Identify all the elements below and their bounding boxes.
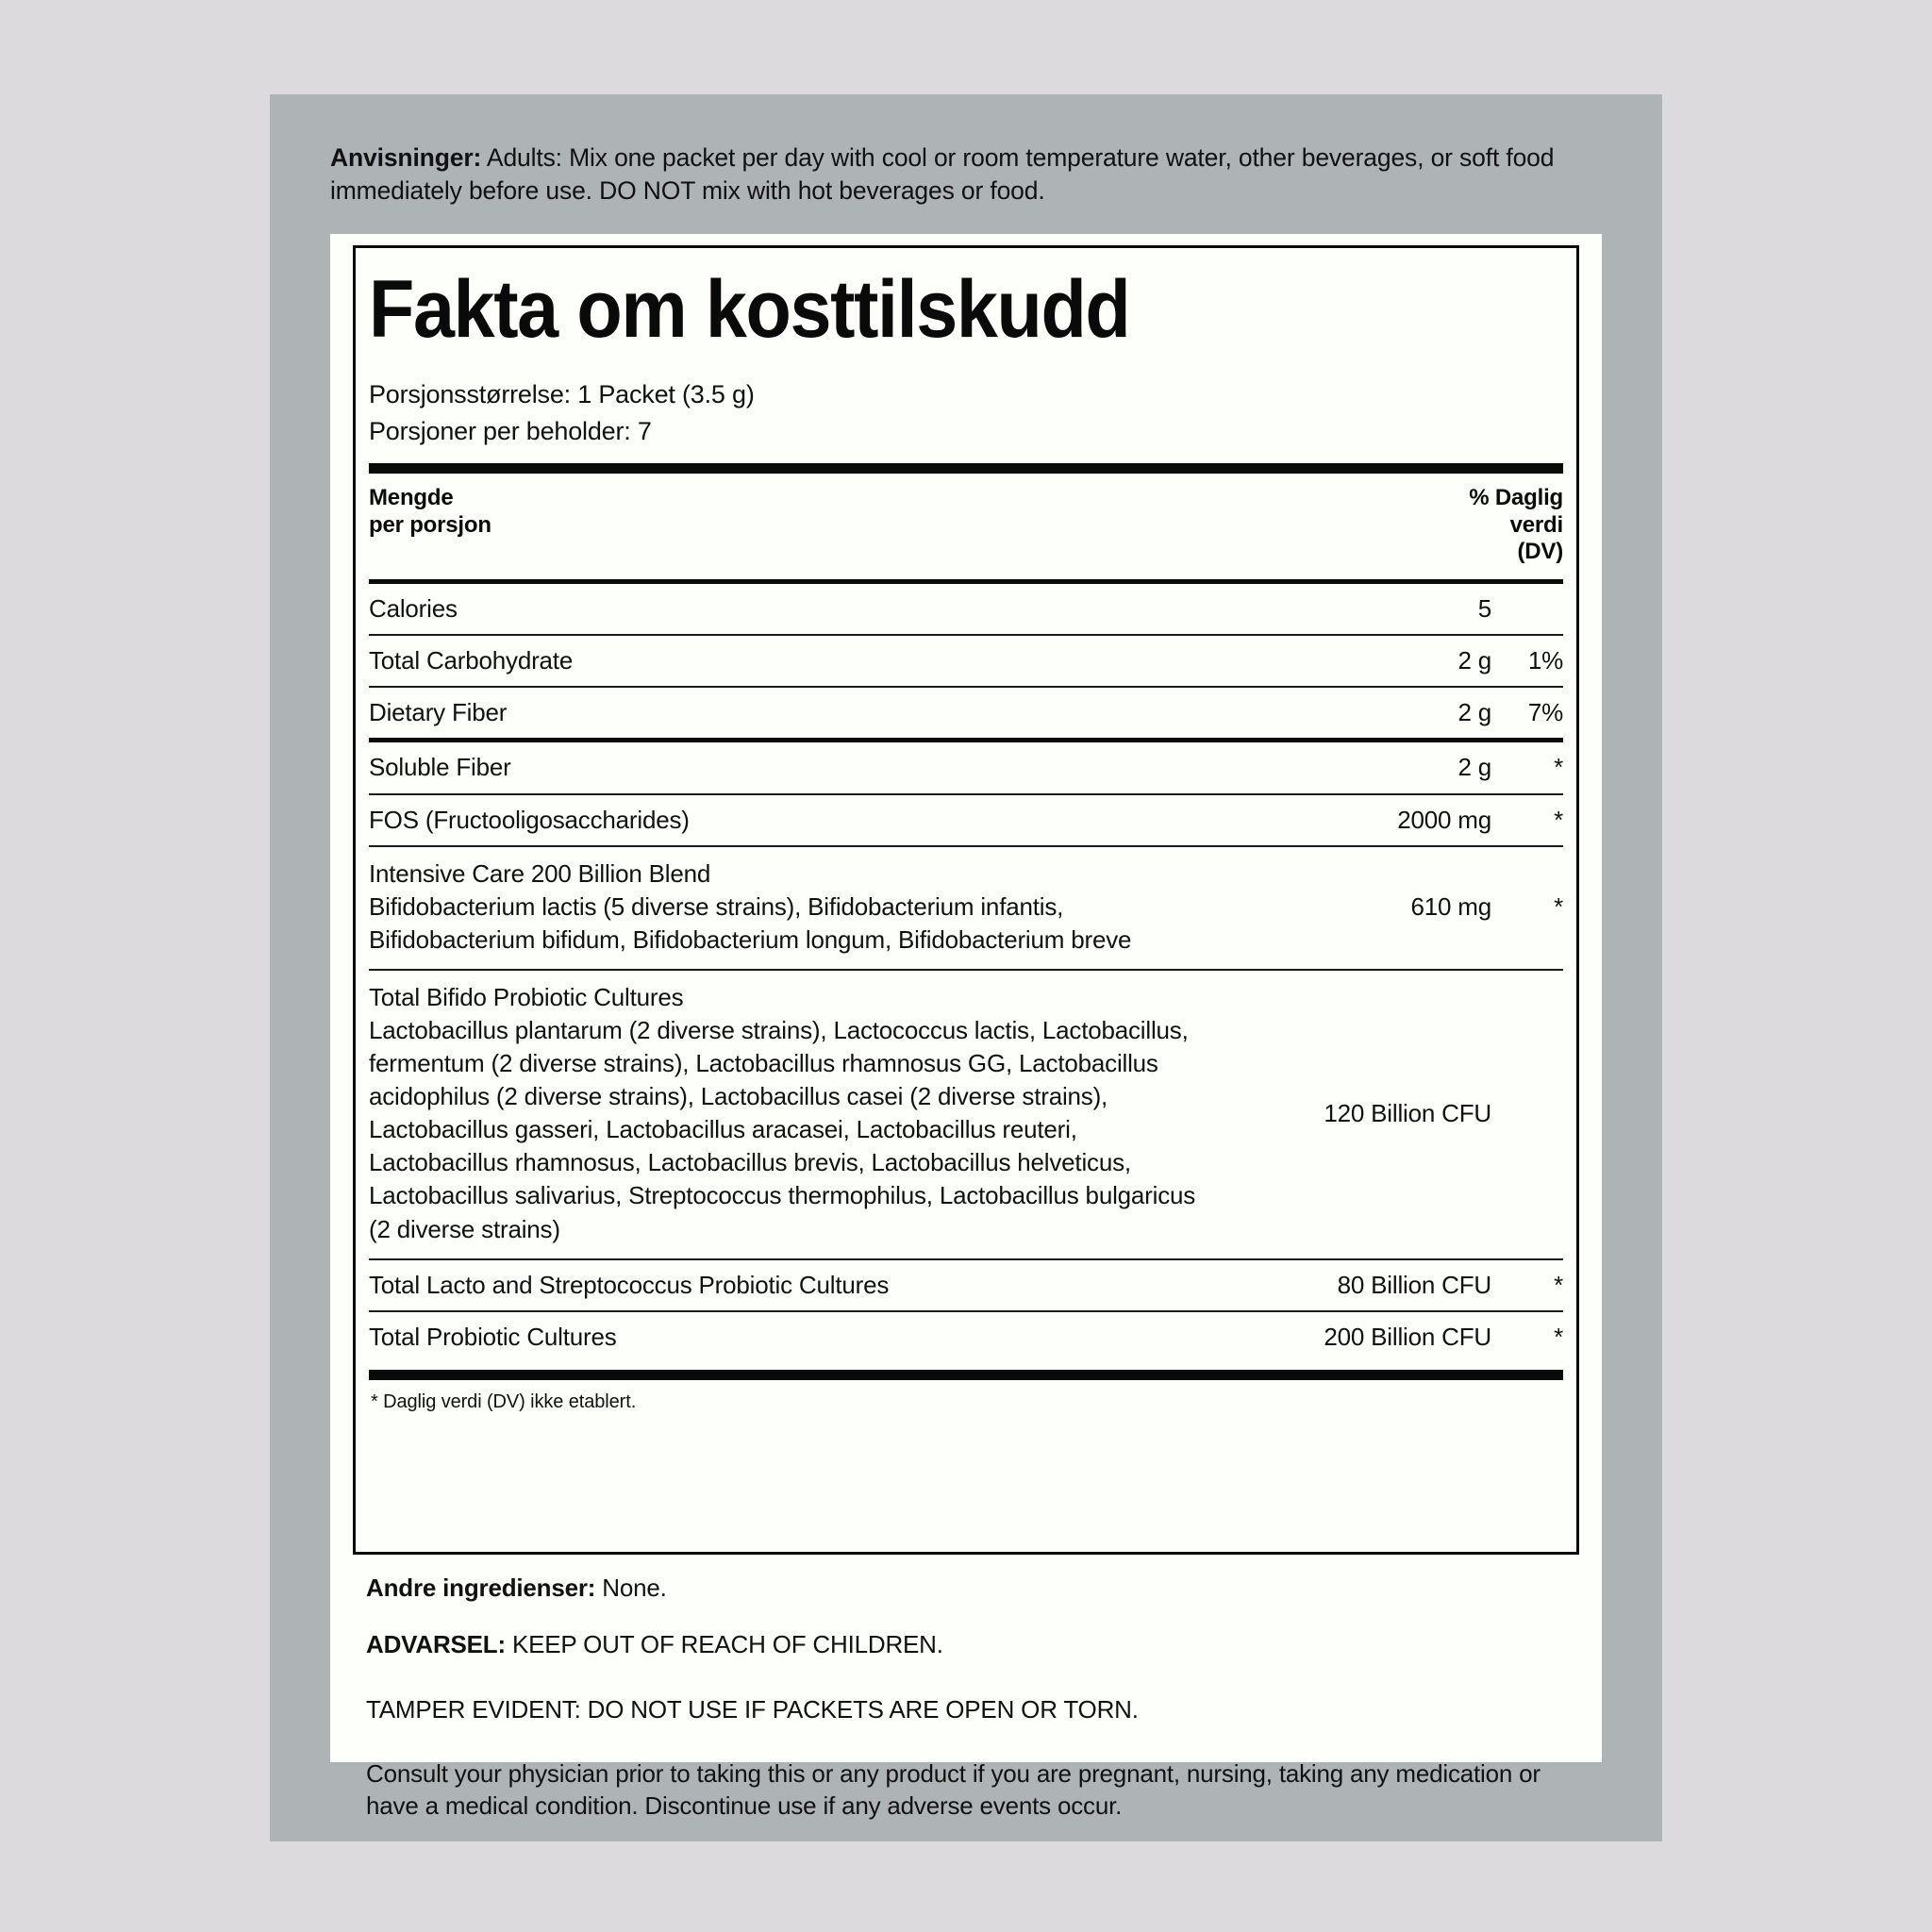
amount-header-line2: per porsjon: [369, 511, 491, 538]
bifido-line-7: (2 diverse strains): [369, 1214, 560, 1243]
blend-title: Intensive Care 200 Billion Blend: [369, 858, 711, 888]
nutrient-name: Soluble Fiber: [369, 753, 511, 782]
blend-line-2: Bifidobacterium bifidum, Bifidobacterium longum, Bifidobacterium breve: [369, 924, 1132, 954]
blend-line-1: Bifidobacterium lactis (5 diverse strains), Bifidobacterium infantis,: [369, 891, 1064, 921]
nutrient-dv: 1%: [1527, 646, 1563, 675]
nutrient-amount: 2 g: [1457, 698, 1491, 727]
label-lower-text: [353, 1572, 1579, 1823]
table-row: [369, 742, 1563, 792]
directions-body: Adults: Mix one packet per day with cool or room temperature water, other beverages, or soft food immediately before use. DO NOT mix with hot beverages or food.: [330, 143, 1555, 205]
directions-label: Anvisninger:: [330, 143, 482, 172]
nutrient-amount: 2 g: [1457, 646, 1491, 675]
bifido-line-3: acidophilus (2 diverse strains), Lactobacillus casei (2 diverse strains),: [369, 1082, 1108, 1111]
table-row: [369, 1312, 1563, 1362]
table-row: [369, 688, 1563, 738]
serving-info: [369, 376, 1563, 450]
nutrient-name: Calories: [369, 594, 458, 624]
nutrient-amount: 200 Billion CFU: [1324, 1322, 1491, 1351]
bifido-name: [369, 981, 1246, 1246]
table-row: [369, 1260, 1563, 1310]
white-panel: [330, 234, 1602, 1821]
dv-header-line1: % Daglig: [1469, 484, 1563, 510]
table-row: [369, 636, 1563, 686]
nutrient-name: Dietary Fiber: [369, 698, 508, 727]
bifido-line-4: Lactobacillus gasseri, Lactobacillus aracasei, Lactobacillus reuteri,: [369, 1115, 1077, 1144]
table-row-blend: [369, 847, 1563, 969]
bifido-line-2: fermentum (2 diverse strains), Lactobacillus rhamnosus GG, Lactobacillus: [369, 1049, 1158, 1078]
supplement-facts-box: [353, 245, 1579, 1555]
nutrient-dv: *: [1554, 805, 1563, 834]
dv-column-header: [1469, 485, 1563, 566]
table-row: [369, 584, 1563, 634]
blend-dv: *: [1554, 891, 1563, 921]
dv-header-line3: (DV): [1517, 539, 1563, 565]
nutrient-amount: 2 g: [1457, 753, 1491, 782]
divider-thick-bottom: [369, 1370, 1563, 1380]
nutrient-amount: 2000 mg: [1397, 805, 1491, 834]
bifido-title: Total Bifido Probiotic Cultures: [369, 982, 684, 1011]
bifido-line-1: Lactobacillus plantarum (2 diverse strains), Lactococcus lactis, Lactobacillus,: [369, 1015, 1189, 1044]
table-column-header: [369, 474, 1563, 579]
bifido-line-5: Lactobacillus rhamnosus, Lactobacillus brevis, Lactobacillus helveticus,: [369, 1148, 1131, 1177]
directions-text: [330, 142, 1602, 208]
warning-value: KEEP OUT OF REACH OF CHILDREN.: [505, 1630, 943, 1659]
supplement-label-card: [270, 94, 1662, 1841]
consult-physician: Consult your physician prior to taking this or any product if you are pregnant, nursing, taking any medication or have a medical condition. Discontinue use if any adverse events occur.: [366, 1758, 1541, 1821]
serving-size: Porsjonsstørrelse: 1 Packet (3.5 g): [369, 380, 755, 408]
nutrient-dv: 7%: [1527, 698, 1563, 727]
nutrient-dv: *: [1554, 1270, 1563, 1299]
nutrient-name: Total Probiotic Cultures: [369, 1322, 617, 1351]
other-ingredients-label: Andre ingredienser:: [366, 1574, 596, 1602]
dv-footnote: * Daglig verdi (DV) ikke etablert.: [371, 1391, 637, 1412]
other-ingredients-value: None.: [595, 1574, 667, 1602]
nutrient-amount: 5: [1477, 594, 1491, 624]
servings-per-container: Porsjoner per beholder: 7: [369, 416, 652, 445]
nutrient-dv: *: [1554, 1322, 1563, 1351]
amount-column-header: [369, 485, 491, 540]
warning: [366, 1628, 1566, 1660]
table-row: [369, 795, 1563, 845]
bifido-line-6: Lactobacillus salivarius, Streptococcus thermophilus, Lactobacillus bulgaricus: [369, 1181, 1196, 1210]
divider-thick-top: [369, 463, 1563, 474]
tamper-evident: TAMPER EVIDENT: DO NOT USE IF PACKETS ARE OPEN OR TORN.: [366, 1694, 1139, 1724]
dv-header-line2: verdi: [1509, 511, 1563, 538]
blend-amount: 610 mg: [1410, 891, 1491, 921]
nutrient-name: FOS (Fructooligosaccharides): [369, 805, 690, 834]
nutrient-name: Total Carbohydrate: [369, 646, 574, 675]
table-row-bifido: [369, 971, 1563, 1258]
nutrient-amount: 80 Billion CFU: [1337, 1270, 1491, 1299]
warning-label: ADVARSEL:: [366, 1630, 506, 1659]
nutrient-dv: *: [1554, 753, 1563, 782]
other-ingredients: [366, 1572, 1566, 1604]
amount-header-line1: Mengde: [369, 484, 454, 510]
blend-name: [369, 858, 1246, 957]
nutrient-name: Total Lacto and Streptococcus Probiotic Cultures: [369, 1270, 890, 1299]
bifido-amount: 120 Billion CFU: [1324, 1098, 1491, 1127]
page-title: Fakta om kosttilskudd: [369, 264, 1130, 355]
